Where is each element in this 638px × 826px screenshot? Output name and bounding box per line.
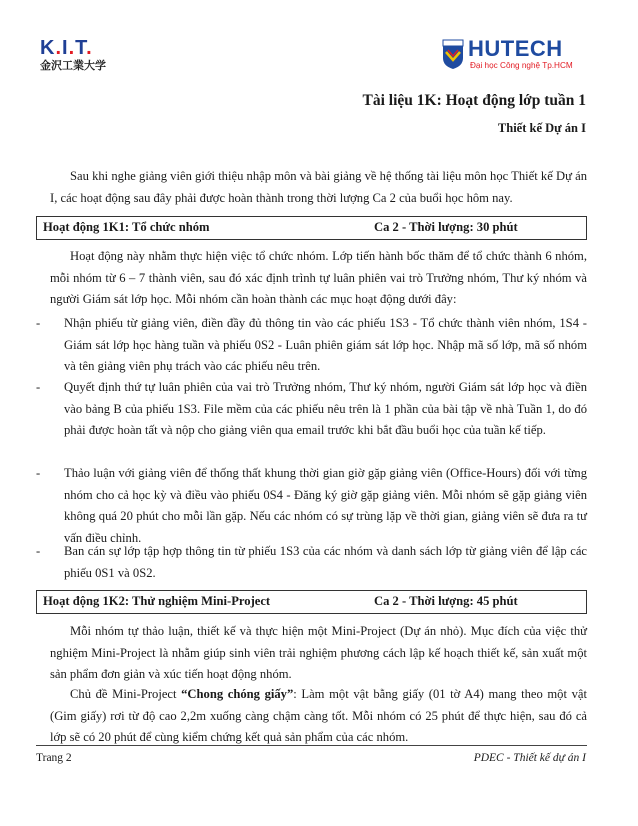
- topic-prefix: Chủ đề Mini-Project: [70, 687, 182, 701]
- list-item: [36, 313, 587, 378]
- list-item: [36, 377, 587, 442]
- hutech-logo-name: HUTECH: [468, 36, 563, 61]
- activity-2-description: Mỗi nhóm tự thảo luận, thiết kế và thực hiện một Mini-Project (Dự án nhỏ). Mục đích của việc thử nghiệm Mini-Project là nhằm giúp sinh viên trải nghiệm phương cách lập kế hoạch thiết kế, sản xuất một sản phẩm đơn giản và xúc tiến hoạt động nhóm.: [50, 624, 587, 681]
- bullet-dash: -: [36, 316, 41, 330]
- bullet-text: Thảo luận với giảng viên để thống thất khung thời gian giờ gặp giảng viên (Office-Hours) đối với từng nhóm cho cả học kỳ và điều vào phiếu 0S4 - Đăng ký giờ gặp giảng viên. Mỗi nhóm sẽ gặp giảng viên không quá 20 phút cho mỗi lần gặp. Nếu các nhóm có sự trùng lặp về thời gian, giảng viên sẽ đưa ra tư vấn điều chỉnh.: [64, 466, 587, 545]
- bullet-text: Quyết định thứ tự luân phiên của vai trò Trưởng nhóm, Thư ký nhóm, người Giám sát lớp học và điền vào bảng B của phiếu 1S3. File mềm của các phiếu nêu trên là 1 phần của bài tập về nhà Tuần 1, do đó phải được hoàn tất và nộp cho giảng viên qua email trước khi bắt đầu buổi học của tuần kế tiếp.: [64, 380, 587, 437]
- topic-rest: : Làm một vật bằng giấy (01 tờ A4) mang theo một vật (Gim giấy) rơi từ độ cao 2,2m xuống càng chậm càng tốt. Mỗi nhóm có 25 phút để thực hiện, sau đó cả lớp sẽ có 20 phút để cùng kiểm chứng kết quả sản phẩm của các nhóm.: [50, 687, 587, 744]
- kit-logo: [40, 38, 130, 74]
- activity-2-topic: [50, 684, 587, 749]
- activity-2-header: [36, 590, 587, 614]
- bullet-text: Nhận phiếu từ giảng viên, điền đầy đủ thông tin vào các phiếu 1S3 - Tổ chức thành viên nhóm, 1S4 - Giám sát lớp học hàng tuần và phiếu 0S2 - Luân phiên giám sát lớp học. Nhập mã số lớp, mã số nhóm và tên giảng viên phụ trách vào các phiếu nêu trên.: [64, 316, 587, 373]
- footer-course-name: PDEC - Thiết kế dự án I: [473, 752, 586, 764]
- kit-logo-name: K.I.T.: [40, 37, 93, 59]
- hutech-logo-subtitle: Đại học Công nghệ Tp.HCM: [470, 61, 573, 70]
- document-subtitle: Thiết kế Dự án I: [497, 121, 586, 135]
- bullet-text: Ban cán sự lớp tập hợp thông tin từ phiếu 1S3 của các nhóm và danh sách lớp từ giảng viên để lập các phiếu 0S1 và 0S2.: [64, 544, 587, 580]
- hutech-logo: [442, 38, 572, 74]
- document-title: Tài liệu 1K: Hoạt động lớp tuần 1: [362, 92, 586, 109]
- activity-1-header: [36, 216, 587, 240]
- activity-1-duration: Ca 2 - Thời lượng: 30 phút: [374, 220, 518, 234]
- list-item: [36, 541, 587, 584]
- footer-divider: [36, 745, 587, 746]
- bullet-dash: -: [36, 544, 41, 558]
- activity-1-description: Hoạt động này nhằm thực hiện việc tổ chức nhóm. Lớp tiến hành bốc thăm để tổ chức thành 6 nhóm, mỗi nhóm từ 6 – 7 thành viên, sau đó xác định trình tự luân phiên vai trò Trưởng nhóm, Thư ký nhóm và người Giám sát lớp học. Mỗi nhóm cần hoàn thành các mục hoạt động dưới đây:: [50, 249, 587, 306]
- footer-page-number: Trang 2: [36, 752, 72, 764]
- hutech-shield-icon: [442, 38, 464, 70]
- activity-2-duration: Ca 2 - Thời lượng: 45 phút: [374, 594, 518, 608]
- topic-name: “Chong chóng giấy”: [181, 687, 294, 701]
- activity-2-name: Hoạt động 1K2: Thử nghiệm Mini-Project: [43, 594, 271, 608]
- kit-logo-subtitle: 金沢工業大学: [40, 59, 106, 72]
- bullet-dash: -: [36, 380, 41, 394]
- list-item: [36, 463, 587, 549]
- bullet-dash: -: [36, 466, 41, 480]
- activity-1-name: Hoạt động 1K1: Tổ chức nhóm: [43, 220, 210, 234]
- intro-paragraph: Sau khi nghe giảng viên giới thiệu nhập môn và bài giảng về hệ thống tài liệu môn học Thiết kế Dự án I, các hoạt động sau đây phải được hoàn thành trong thời lượng Ca 2 của buổi học hôm nay.: [50, 169, 587, 205]
